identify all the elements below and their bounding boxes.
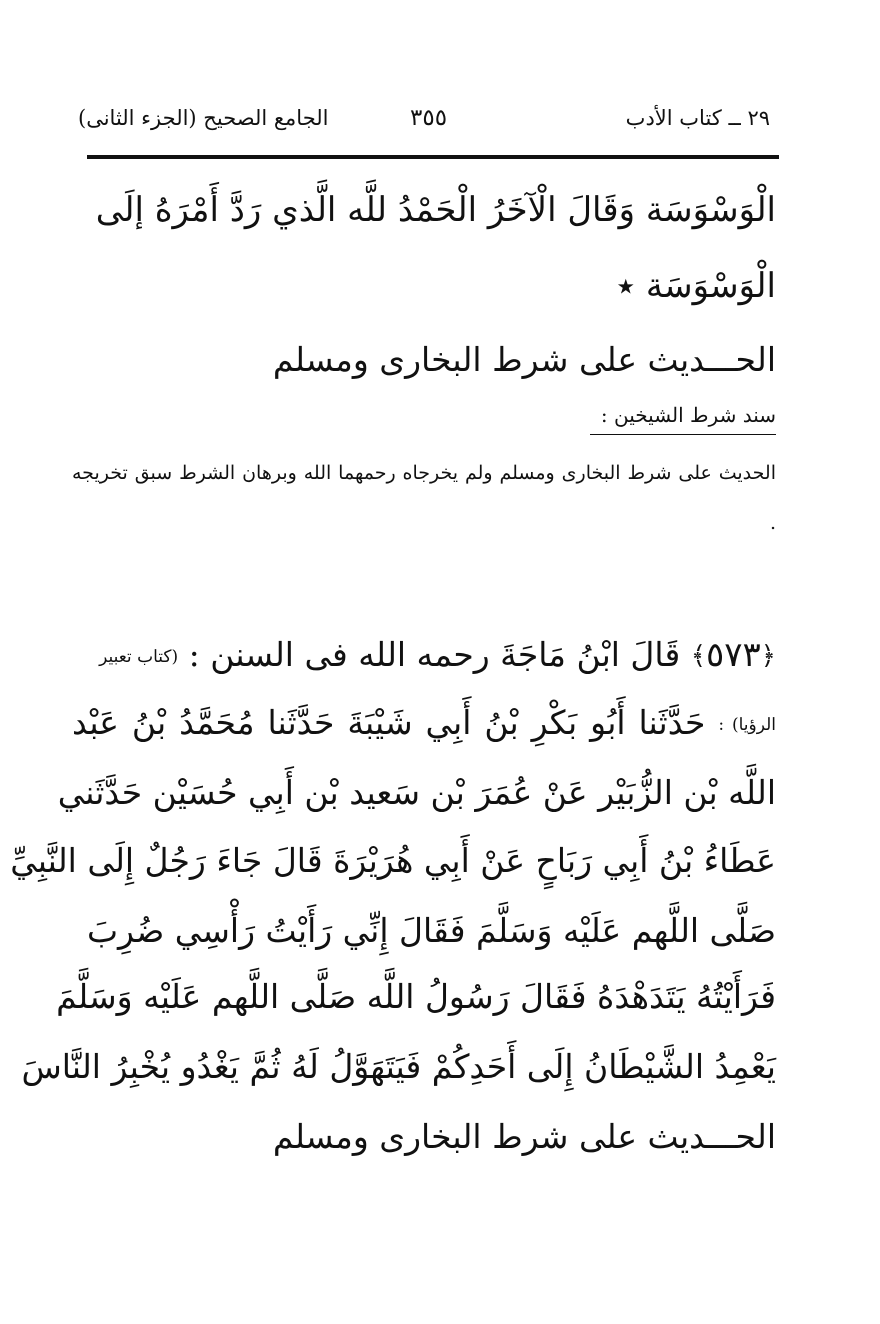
source-reference: (كتاب تعبير	[99, 647, 179, 667]
continued-text-line-2: الْوَسْوَسَة ٭	[616, 266, 776, 306]
hadith-line-3: اللَّه بْن الزُّبَيْر عَنْ عُمَرَ بْن سَعيد بْن أَبِي حُسَيْن حَدَّثَني	[57, 773, 776, 812]
ornament-close: ﴾	[690, 641, 706, 671]
hadith-heading-line	[99, 624, 776, 688]
hadith-line-4: عَطَاءُ بْنُ أَبِي رَبَاحٍ عَنْ أَبِي هُرَيْرَةَ قَالَ جَاءَ رَجُلٌ إِلَى النَّبِيِّ	[10, 841, 776, 880]
chapter-title: ٢٩ ــ كتاب الأدب	[625, 106, 770, 130]
source-reference-cont: الرؤيا) :	[718, 715, 776, 735]
hadith-line-7: يَعْمِدُ الشَّيْطَانُ إِلَى أَحَدِكُمْ فَيَتَهَوَّلُ لَهُ ثُمَّ يَغْدُو يُخْبِرُ النَّاسَ	[21, 1047, 776, 1086]
hadith-line-5: صَلَّى اللَّهم عَلَيْه وَسَلَّمَ فَقَالَ إِنِّي رَأَيْتُ رَأْسِي ضُرِبَ	[86, 911, 776, 950]
sanad-label: سند شرط الشيخين :	[590, 400, 776, 435]
hadith-intro: قَالَ ابْنُ مَاجَةَ رحمه الله فى السنن :	[188, 635, 681, 674]
hadith-line-2	[72, 692, 776, 756]
hadith-number: ٥٧٣	[705, 635, 761, 675]
continued-text-line-1: الْوَسْوَسَة وَقَالَ الْآخَرُ الْحَمْدُ للَّه الَّذي رَدَّ أَمْرَهُ إلَى	[95, 190, 776, 230]
hadith-verdict: الحـــديث على شرط البخارى ومسلم	[272, 340, 776, 379]
hadith-verdict-2: الحـــديث على شرط البخارى ومسلم	[272, 1117, 776, 1156]
ornament-open: ﴿	[760, 641, 776, 671]
hadith-line-6: فَرَأَيْتُهُ يَتَدَهْدَهُ فَقَالَ رَسُولُ اللَّه صَلَّى اللَّهم عَلَيْه وَسَلَّمَ	[56, 977, 776, 1016]
book-title: الجامع الصحيح (الجزء الثانى)	[78, 106, 329, 130]
hadith-text-2: حَدَّثَنا أَبُو بَكْرِ بْنُ أَبِي شَيْبَةَ حَدَّثَنا مُحَمَّدُ بْنُ عَبْد	[72, 703, 706, 742]
page-number: ٣٥٥	[410, 105, 448, 131]
header-rule	[87, 155, 779, 159]
running-header	[80, 98, 780, 138]
sanad-note: الحديث على شرط البخارى ومسلم ولم يخرجاه رحمهما الله وبرهان الشرط سبق تخريجه .	[72, 462, 776, 534]
